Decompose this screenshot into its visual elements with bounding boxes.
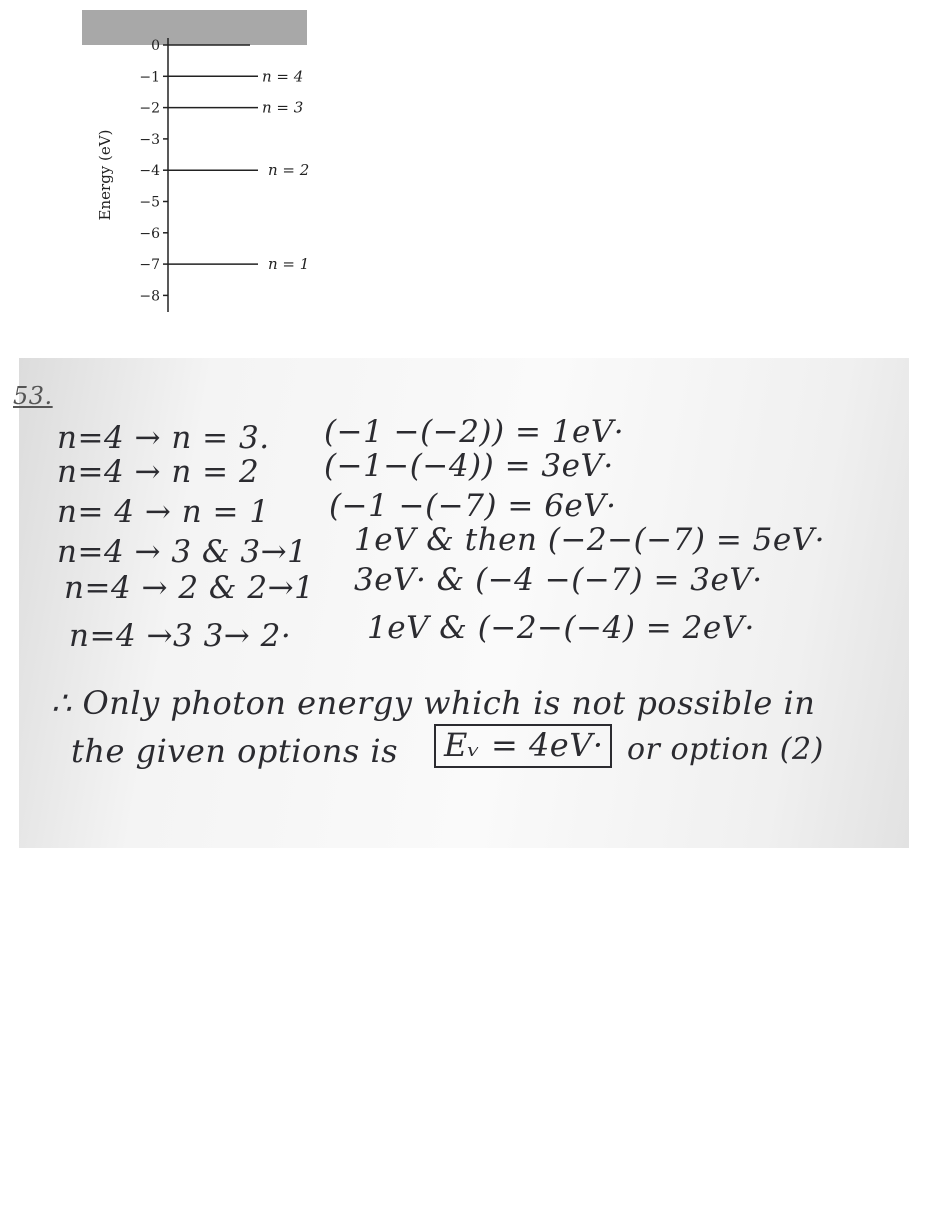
calc-6: 1eV & (−2−(−4) = 2eV· [367, 610, 755, 646]
axis-tick-label: −2 [139, 100, 160, 117]
calc-5: 3eV· & (−4 −(−7) = 3eV· [354, 562, 763, 598]
energy-level-label: n = 1 [268, 255, 310, 274]
axis-tick-label: −3 [139, 131, 160, 148]
calc-1: (−1 −(−2)) = 1eV· [324, 414, 625, 450]
conclusion-line-2-end: or option (2) [627, 732, 824, 767]
calc-2: (−1−(−4)) = 3eV· [324, 448, 614, 484]
axis-tick-label: −6 [139, 225, 160, 242]
handwritten-solution-photo [13, 358, 909, 848]
transition-6: n=4 →3 3→ 2· [69, 618, 292, 654]
conclusion-line-1: ∴ Only photon energy which is not possible in [51, 684, 816, 722]
axis-tick-label: −8 [139, 288, 160, 305]
question-number: 53. [13, 382, 53, 410]
calc-3: (−1 −(−7) = 6eV· [329, 488, 617, 524]
axis-tick-label: −4 [139, 163, 160, 180]
energy-level-label: n = 3 [262, 98, 304, 117]
energy-level-label: n = 2 [268, 161, 310, 180]
energy-level-label: n = 4 [262, 67, 304, 86]
transition-4: n=4 → 3 & 3→1 [57, 534, 308, 570]
diagram-top-band [82, 10, 307, 45]
calc-4: 1eV & then (−2−(−7) = 5eV· [354, 522, 825, 558]
axis-tick-label: −1 [139, 69, 160, 86]
conclusion-line-2-start: the given options is [71, 732, 399, 770]
transition-1: n=4 → n = 3. [57, 420, 270, 456]
transition-5: n=4 → 2 & 2→1 [64, 570, 315, 606]
energy-level-diagram [0, 0, 360, 330]
axis-tick-label: −7 [139, 257, 160, 274]
axis-tick-label: −5 [139, 194, 160, 211]
boxed-answer: Eᵥ = 4eV· [434, 724, 612, 768]
axis-label: Energy (eV) [96, 129, 114, 221]
transition-2: n=4 → n = 2 [57, 454, 260, 490]
axis-tick-label: 0 [151, 38, 160, 54]
transition-3: n= 4 → n = 1 [57, 494, 270, 530]
